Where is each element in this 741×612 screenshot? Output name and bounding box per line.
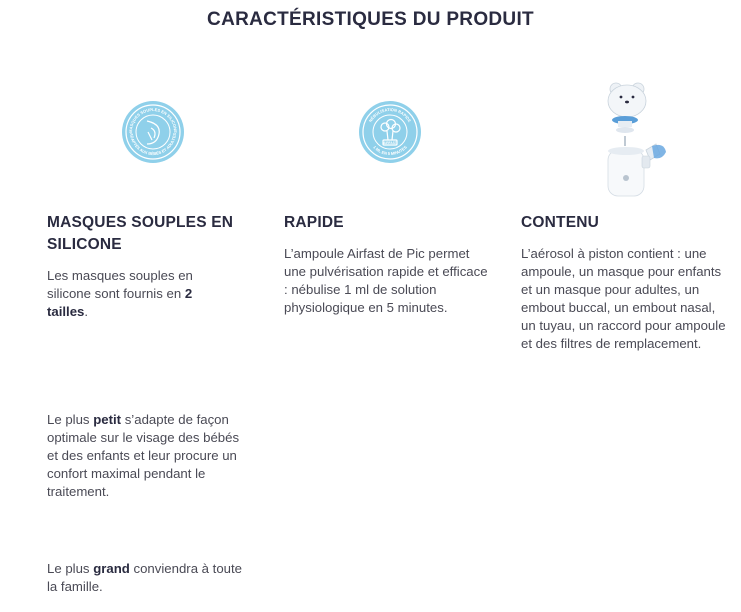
badge1-top-text: MASQUES SOUPLES EN SILICONE — [127, 106, 179, 133]
badge2-bottom-text: 1 ML EN 5 MINUTES — [372, 144, 408, 157]
badge1-bottom-text: ADAPTÉS AUX BÉBÉS ET ADULTES — [128, 132, 178, 157]
nebulizer-rapid-badge-icon — [358, 100, 422, 164]
rapid-paragraph: L’ampoule Airfast de Pic permet une pulvérisation rapide et efficace : nébulise 1 ml de solution physiologique en 5 minutes. — [284, 246, 488, 315]
heading-silicone: MASQUES SOUPLES EN SILICONE — [47, 214, 234, 253]
silicone-paragraph-1: Les masques souples en silicone sont fournis en 2 tailles. — [47, 268, 193, 319]
nebulizer-product-image — [598, 80, 670, 202]
badge2-center-label: AIRFAST — [383, 141, 397, 145]
silicone-paragraph-2: Le plus petit s’adapte de façon optimale sur le visage des bébés et des enfants et leur procure un confort maximal pendant le traitement. — [47, 412, 240, 499]
contenu-paragraph: L’aérosol à piston contient : une ampoule, un masque pour enfants et un masque pour adultes, un embout buccal, un embout nasal, un tuyau, un raccord pour ampoule et des filtres de remplacement. — [521, 246, 726, 351]
badge2-top-text: NÉBULISATION RAPIDE — [367, 106, 413, 124]
silicone-paragraph-3: Le plus grand conviendra à toute la famille. — [47, 561, 243, 594]
heading-rapid: RAPIDE — [284, 214, 344, 231]
page-title: CARACTÉRISTIQUES DU PRODUIT — [207, 9, 534, 30]
silicone-mask-badge-icon — [121, 100, 185, 164]
heading-contenu: CONTENU — [521, 214, 600, 231]
